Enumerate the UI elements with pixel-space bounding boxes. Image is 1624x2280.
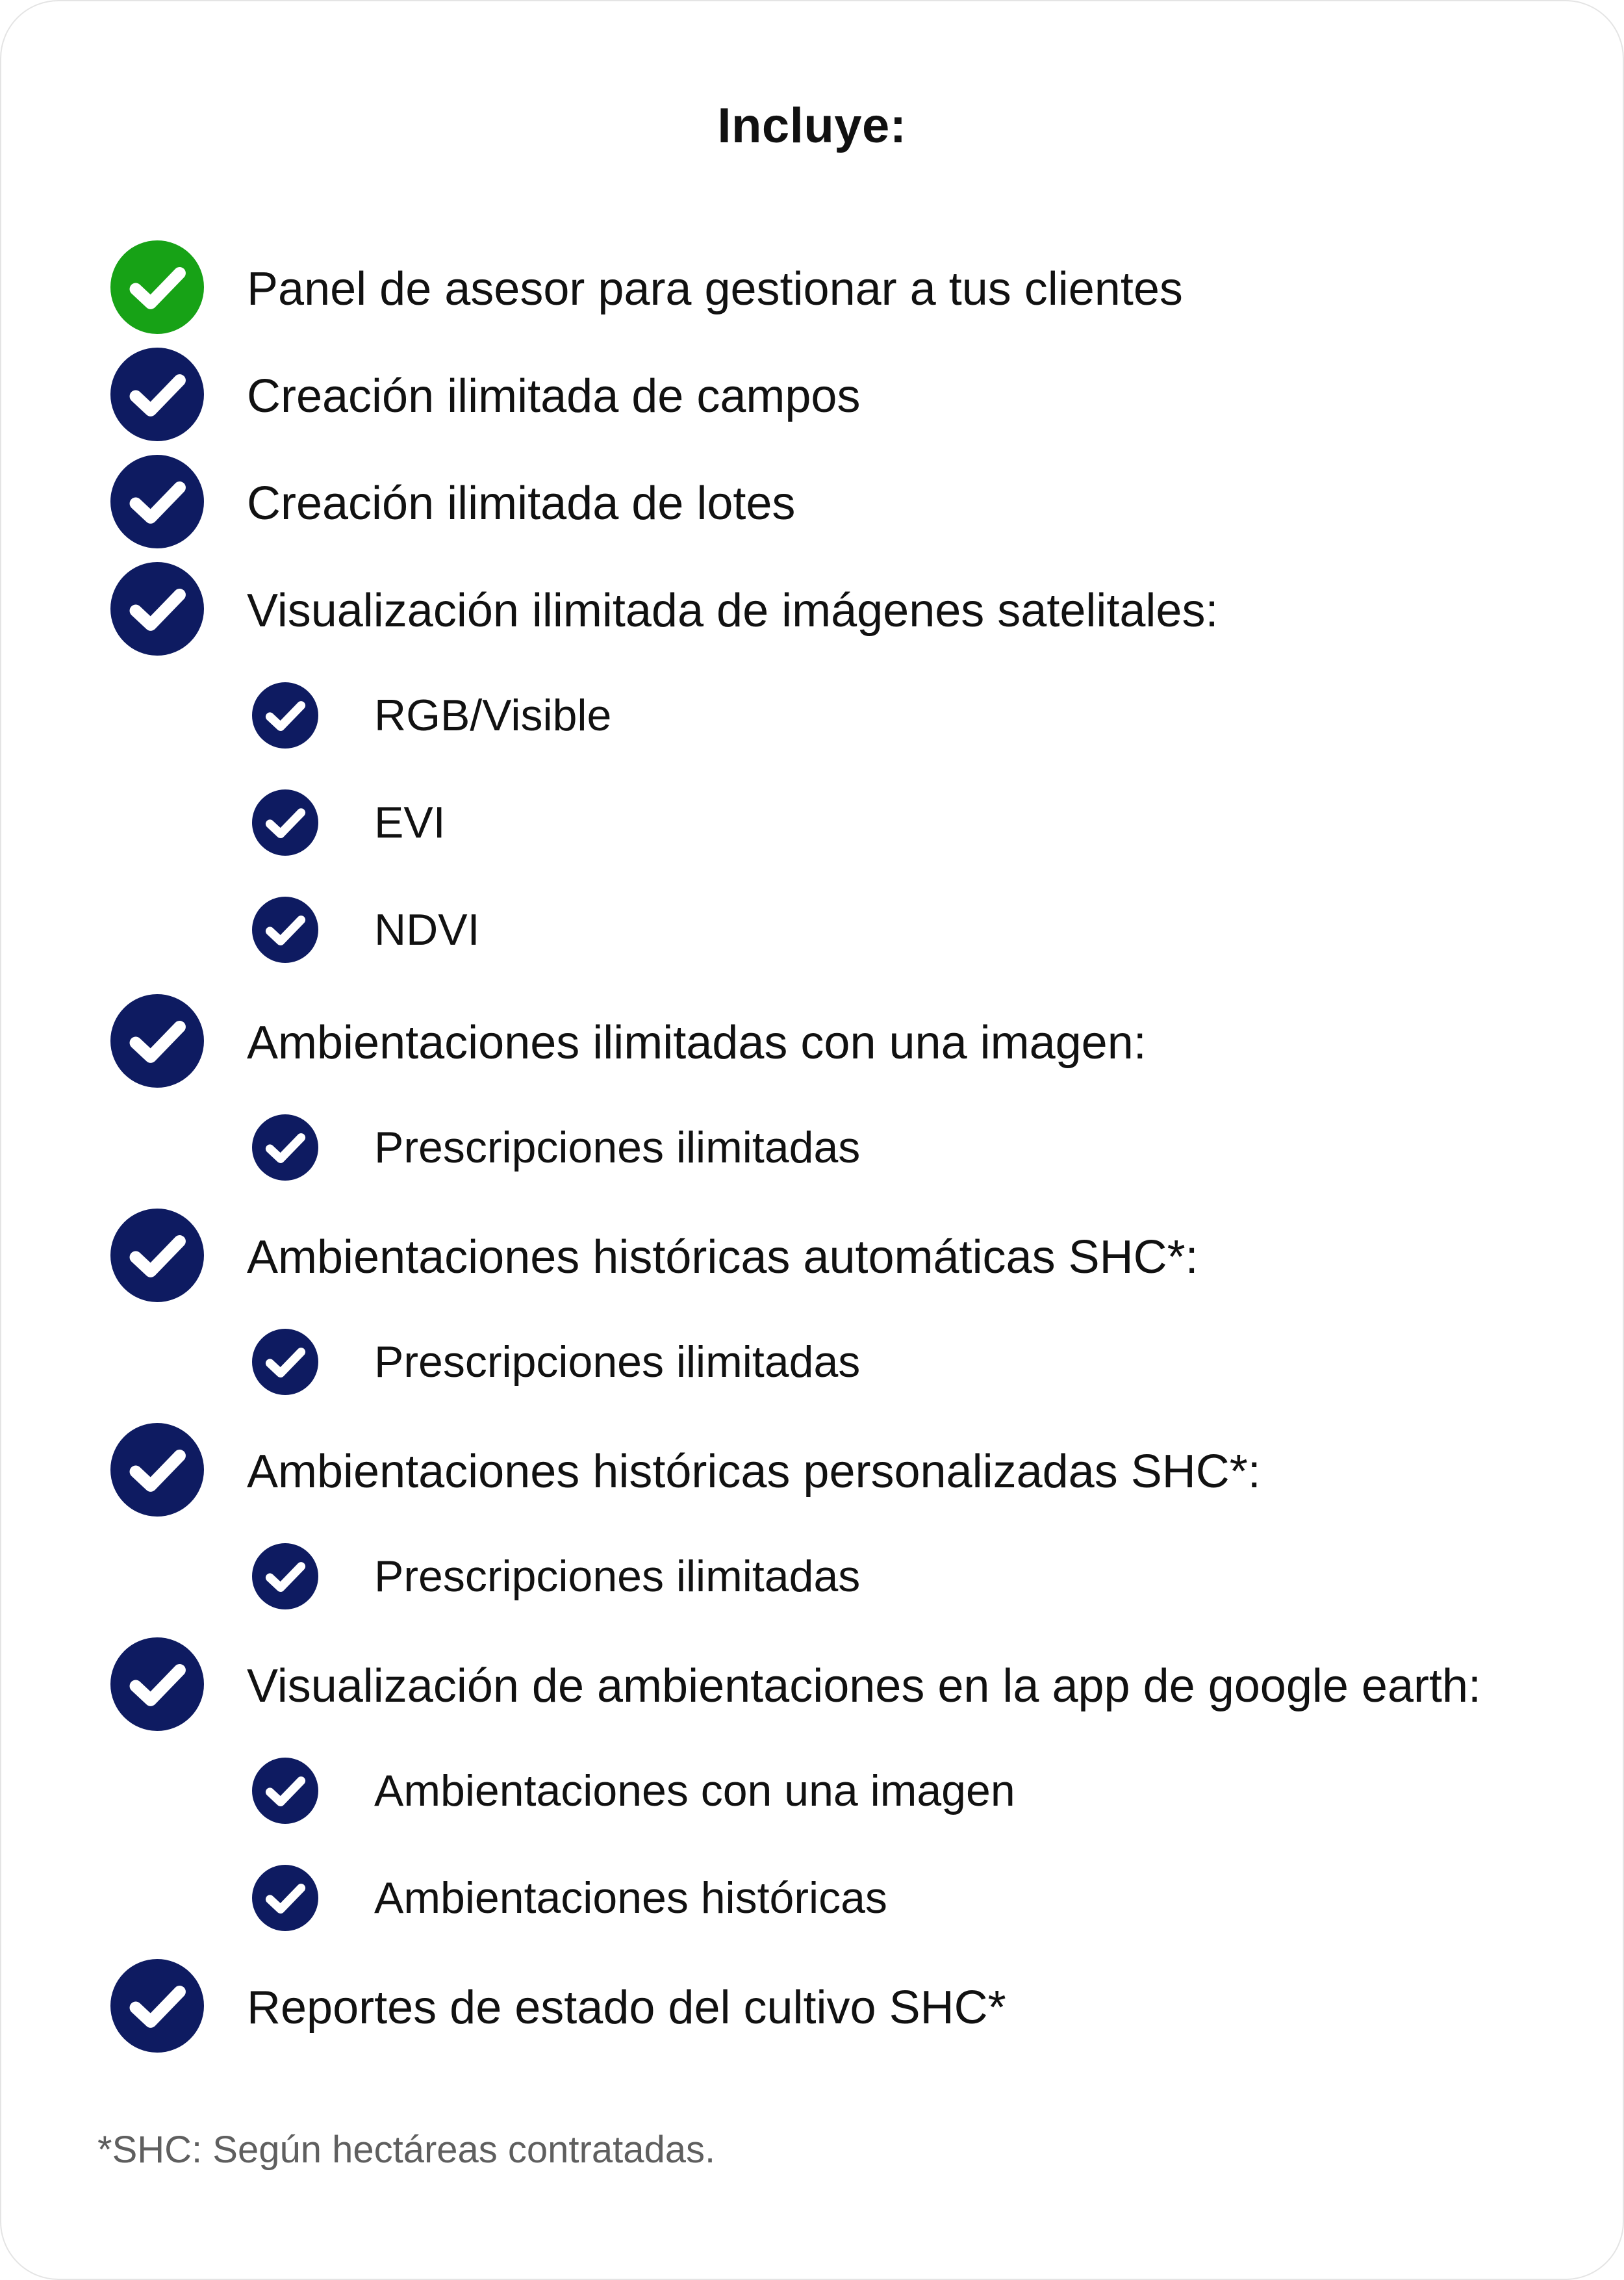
feature-item xyxy=(0,562,1624,666)
check-circle-icon xyxy=(110,1209,204,1302)
feature-subitem xyxy=(0,682,1624,786)
feature-label: NDVI xyxy=(374,905,480,954)
feature-label: Prescripciones ilimitadas xyxy=(374,1337,861,1387)
feature-subitem xyxy=(0,789,1624,893)
feature-item xyxy=(0,1423,1624,1527)
feature-subitem xyxy=(0,1758,1624,1862)
feature-label: Panel de asesor para gestionar a tus clientes xyxy=(247,263,1183,315)
feature-label: Creación ilimitada de campos xyxy=(247,370,861,422)
feature-subitem xyxy=(0,897,1624,1001)
feature-label: Visualización de ambientaciones en la app de google earth: xyxy=(247,1660,1482,1712)
check-circle-icon xyxy=(110,455,204,548)
feature-item xyxy=(0,348,1624,452)
check-circle-icon xyxy=(252,1758,318,1824)
check-circle-icon xyxy=(110,348,204,441)
feature-label: RGB/Visible xyxy=(374,691,612,740)
feature-label: Ambientaciones con una imagen xyxy=(374,1766,1015,1815)
feature-label: Prescripciones ilimitadas xyxy=(374,1123,861,1172)
feature-item xyxy=(0,240,1624,344)
feature-subitem xyxy=(0,1329,1624,1433)
feature-label: Ambientaciones históricas automáticas SHC*: xyxy=(247,1231,1199,1283)
feature-label: Creación ilimitada de lotes xyxy=(247,478,796,530)
check-circle-icon xyxy=(110,562,204,656)
feature-label: Ambientaciones ilimitadas con una imagen: xyxy=(247,1017,1147,1069)
check-circle-icon xyxy=(110,1637,204,1731)
check-circle-icon xyxy=(110,1423,204,1517)
feature-label: Ambientaciones históricas xyxy=(374,1873,887,1923)
feature-item xyxy=(0,455,1624,559)
check-circle-icon xyxy=(252,1114,318,1181)
feature-item xyxy=(0,1959,1624,2063)
check-circle-icon xyxy=(252,1329,318,1395)
feature-subitem xyxy=(0,1543,1624,1647)
check-circle-icon xyxy=(252,1865,318,1931)
check-circle-icon xyxy=(252,789,318,856)
feature-label: Prescripciones ilimitadas xyxy=(374,1552,861,1601)
feature-subitem xyxy=(0,1114,1624,1218)
feature-item xyxy=(0,1637,1624,1741)
footnote: *SHC: Según hectáreas contratadas. xyxy=(97,2129,716,2171)
check-circle-icon xyxy=(252,1543,318,1609)
feature-label: Ambientaciones históricas personalizadas SHC*: xyxy=(247,1446,1261,1498)
feature-label: EVI xyxy=(374,798,446,847)
feature-item xyxy=(0,1209,1624,1313)
check-circle-icon xyxy=(110,240,204,334)
page-title: Incluye: xyxy=(717,98,907,153)
feature-item xyxy=(0,994,1624,1098)
check-circle-icon xyxy=(110,1959,204,2053)
feature-label: Reportes de estado del cultivo SHC* xyxy=(247,1982,1006,2034)
check-circle-icon xyxy=(252,682,318,749)
feature-label: Visualización ilimitada de imágenes satelitales: xyxy=(247,585,1219,637)
feature-subitem xyxy=(0,1865,1624,1969)
check-circle-icon xyxy=(252,897,318,963)
check-circle-icon xyxy=(110,994,204,1088)
